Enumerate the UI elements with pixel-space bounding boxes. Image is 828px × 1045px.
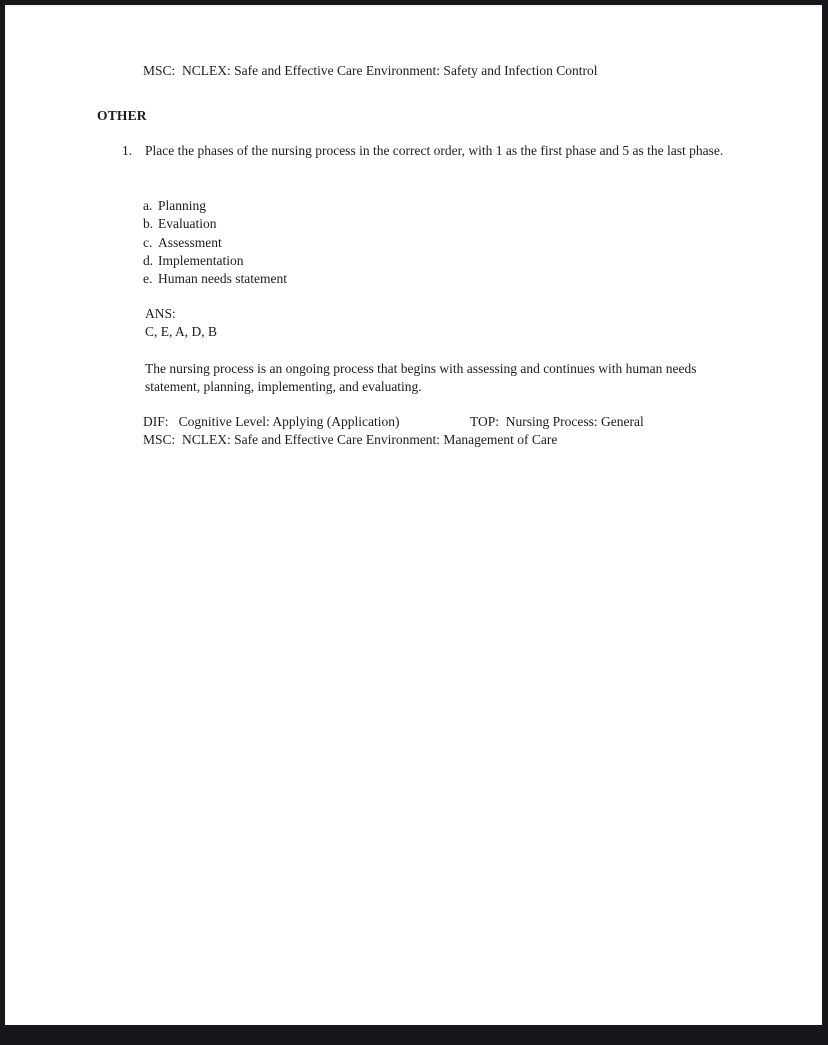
question-text: Place the phases of the nursing process in the correct order, with 1 as the first phase and 5 as the last phase.: [145, 143, 724, 158]
options-list: [143, 197, 287, 288]
option-row: [143, 234, 287, 252]
question-number: 1.: [122, 143, 133, 158]
option-row: [143, 197, 287, 215]
answer-label: ANS:: [145, 306, 176, 321]
option-letter: e.: [143, 271, 153, 287]
option-label: Evaluation: [158, 216, 217, 232]
option-letter: c.: [143, 234, 153, 250]
option-letter: a.: [143, 198, 153, 213]
rationale-text: The nursing process is an ongoing process that begins with assessing and continues with human needs statement, planning, implementing, and evaluating.: [145, 361, 697, 395]
option-label: Planning: [158, 198, 207, 213]
option-row: [143, 215, 287, 233]
dif-top-row: [5, 413, 822, 431]
answer-block: [145, 305, 217, 342]
answer-value: C, E, A, D, B: [145, 324, 218, 340]
document-page: [5, 7, 822, 1025]
msc-line: MSC: NCLEX: Safe and Effective Care Environment: Management of Care: [143, 432, 558, 447]
option-row: [143, 270, 287, 288]
section-heading-other: OTHER: [97, 108, 147, 123]
option-letter: b.: [143, 216, 154, 232]
dif-line: DIF: Cognitive Level: Applying (Application): [143, 414, 400, 429]
previous-question-msc-line: MSC: NCLEX: Safe and Effective Care Environment: Safety and Infection Control: [143, 63, 598, 78]
top-line: TOP: Nursing Process: General: [470, 414, 644, 429]
option-label: Assessment: [158, 234, 222, 250]
option-letter: d.: [143, 252, 154, 268]
option-label: Human needs statement: [158, 271, 287, 287]
option-label: Implementation: [158, 252, 244, 268]
option-row: [143, 252, 287, 270]
